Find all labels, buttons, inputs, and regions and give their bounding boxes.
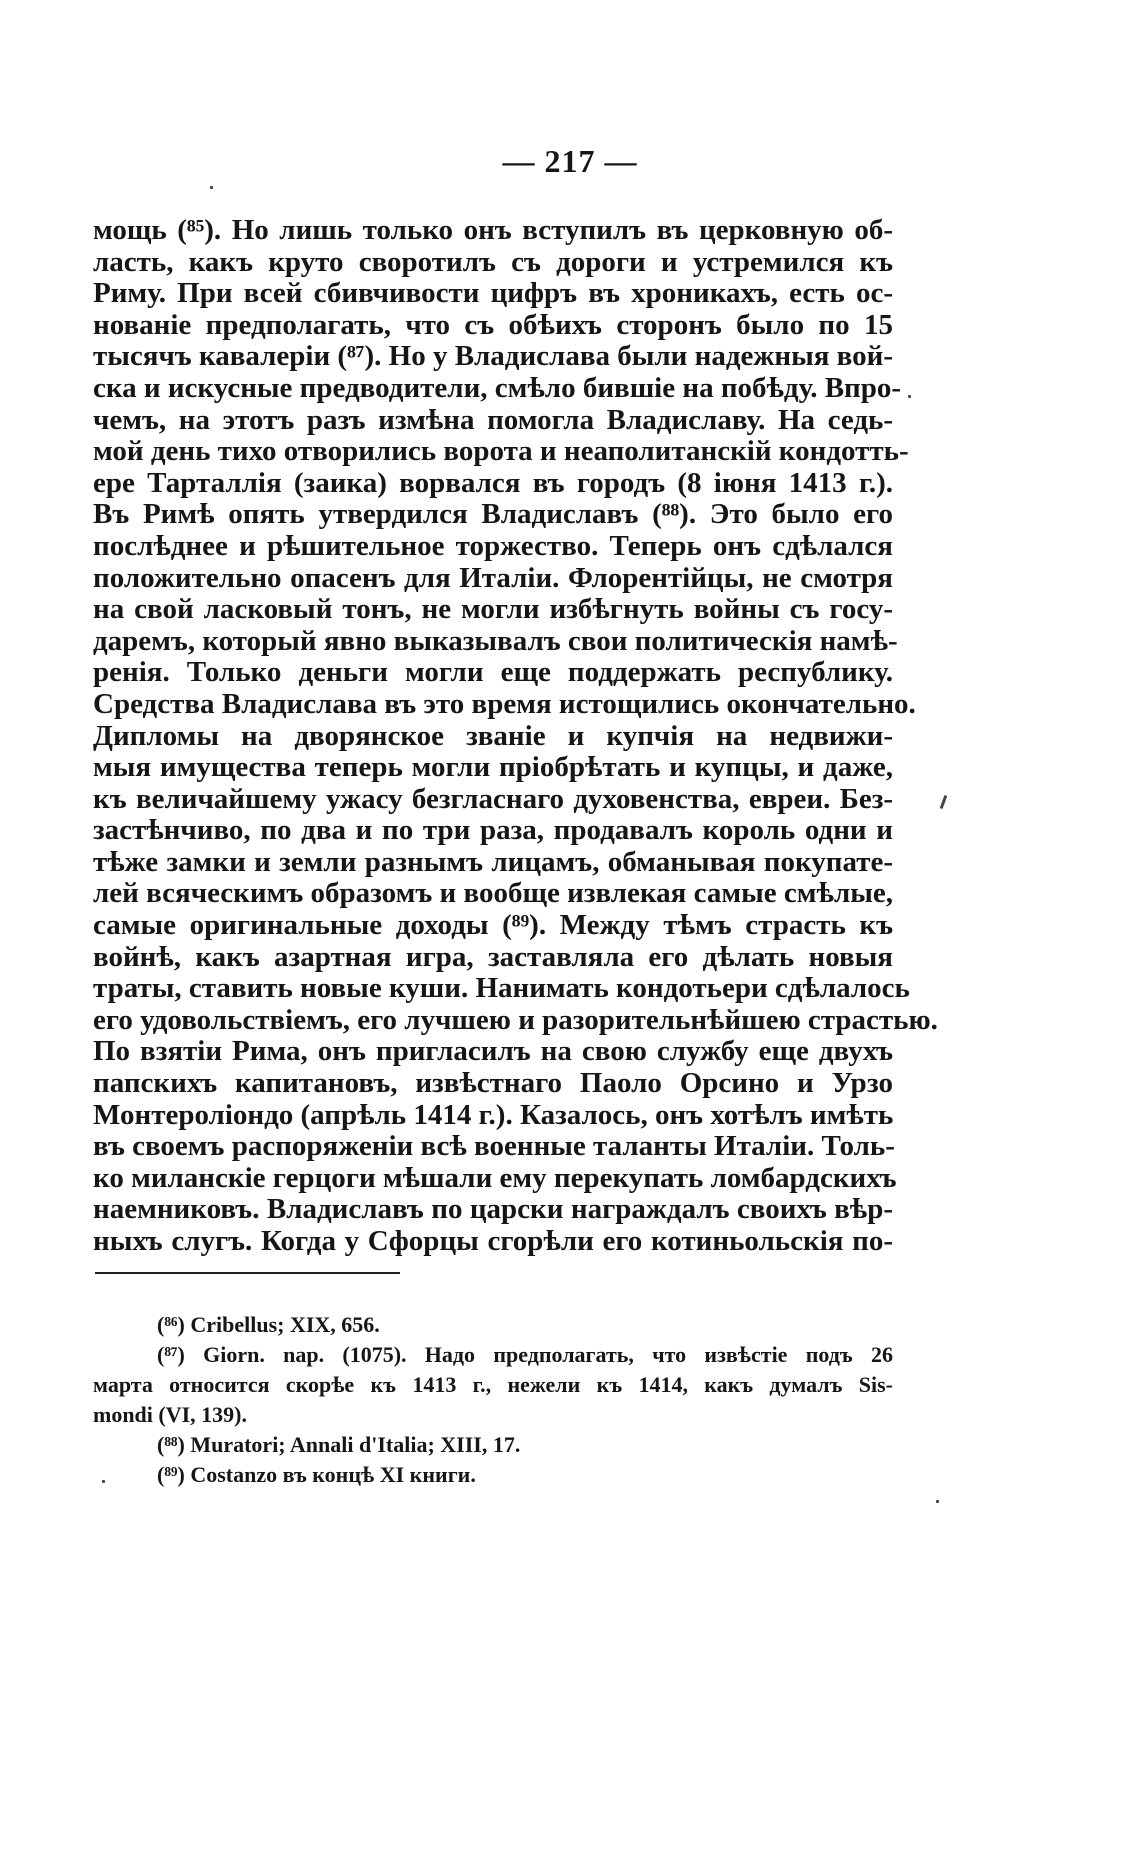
text-line: къ величайшему ужасу безгласнаго духовенства, евреи. Без- bbox=[93, 782, 893, 815]
footnote-87: (⁸⁷) Giorn. nap. (1075). Надо предполагать, что извѣстіе подъ 26 bbox=[157, 1342, 893, 1367]
text-line: Дипломы на дворянское званіе и купчія на недвижи- bbox=[93, 719, 893, 752]
text-line: ныхъ слугъ. Когда у Сфорцы сгорѣли его котиньольскія по- bbox=[93, 1225, 893, 1257]
text-line: въ своемъ распоряженіи всѣ военные таланты Италіи. Толь- bbox=[93, 1130, 895, 1163]
text-line: Монтероліондо (апрѣль 1414 г.). Казалось, онъ хотѣлъ имѣть bbox=[93, 1098, 894, 1131]
text-line: По взятіи Рима, онъ пригласилъ на свою службу еще двухъ bbox=[93, 1035, 893, 1068]
text-line: траты, ставить новые куши. Нанимать кондотьери сдѣлалось bbox=[93, 972, 910, 1005]
text-line: Риму. При всей сбивчивости цифръ въ хроникахъ, есть ос- bbox=[93, 277, 893, 310]
body-text bbox=[93, 214, 938, 1258]
footnote-89: (⁸⁹) Costanzo въ концѣ XI книги. bbox=[157, 1462, 476, 1487]
text-line: ере Тарталлія (заика) ворвался въ городъ (8 іюня 1413 г.). bbox=[93, 466, 893, 499]
text-line: послѣднее и рѣшительное торжество. Теперь онъ сдѣлался bbox=[93, 529, 893, 562]
text-line: ренія. Только деньги могли еще поддержать республику. bbox=[93, 656, 893, 689]
scan-speck bbox=[210, 186, 213, 189]
scan-speck bbox=[936, 1500, 939, 1503]
footnotes bbox=[93, 1310, 893, 1490]
footnote-87-continuation: марта относится скорѣе къ 1413 г., нежели къ 1414, какъ думалъ Sis- bbox=[93, 1372, 893, 1397]
text-line: даремъ, который явно выказывалъ свои политическія намѣ- bbox=[93, 624, 898, 657]
text-line: тѣже замки и земли разнымъ лицамъ, обманывая покупате- bbox=[93, 845, 893, 878]
text-line: наемниковъ. Владиславъ по царски награждалъ своихъ вѣр- bbox=[93, 1193, 893, 1226]
text-line: Въ Римѣ опять утвердился Владиславъ (⁸⁸). Это было его bbox=[93, 498, 893, 531]
text-line: нованіе предполагать, что съ обѣихъ сторонъ было по 15 bbox=[93, 308, 893, 341]
scan-speck bbox=[102, 1480, 105, 1483]
text-line: тысячъ кавалеріи (⁸⁷). Но у Владислава были надежныя вой- bbox=[93, 340, 894, 373]
page-number: — 217 — bbox=[502, 143, 638, 179]
text-line: ласть, какъ круто своротилъ съ дороги и устремился къ bbox=[93, 245, 893, 278]
footnote-divider bbox=[95, 1272, 400, 1274]
text-line: Средства Владислава въ это время истощились окончательно. bbox=[93, 687, 916, 720]
text-line: на свой ласковый тонъ, не могли избѣгнуть войны съ госу- bbox=[93, 593, 893, 626]
scan-speck bbox=[908, 395, 911, 398]
text-line: положительно опасенъ для Италіи. Флорентійцы, не смотря bbox=[93, 561, 893, 594]
text-line: мой день тихо отворились ворота и неаполитанскій кондотть- bbox=[93, 435, 909, 468]
text-line: папскихъ капитановъ, извѣстнаго Паоло Орсино и Урзо bbox=[93, 1067, 893, 1100]
text-line: самые оригинальные доходы (⁸⁹). Между тѣмъ страсть къ bbox=[93, 909, 893, 942]
text-line: застѣнчиво, по два и по три раза, продавалъ король одни и bbox=[93, 814, 893, 847]
text-line: мощь (⁸⁵). Но лишь только онъ вступилъ въ церковную об- bbox=[93, 214, 893, 246]
text-line: чемъ, на этотъ разъ измѣна помогла Владиславу. На седь- bbox=[93, 403, 893, 436]
footnote-86: (⁸⁶) Cribellus; XIX, 656. bbox=[157, 1312, 380, 1337]
text-line: войнѣ, какъ азартная игра, заставляла его дѣлать новыя bbox=[93, 940, 893, 973]
footnote-87-end: mondi (VI, 139). bbox=[93, 1402, 248, 1427]
text-line: ска и искусные предводители, смѣло бившіе на побѣду. Впро- bbox=[93, 371, 902, 404]
footnote-88: (⁸⁸) Muratori; Annali d'Italia; XIII, 17. bbox=[157, 1432, 521, 1457]
text-line: мыя имущества теперь могли пріобрѣтать и купцы, и даже, bbox=[93, 751, 893, 784]
text-line: ко миланскіе герцоги мѣшали ему перекупать ломбардскихъ bbox=[93, 1161, 897, 1194]
text-line: лей всяческимъ образомъ и вообще извлекая самые смѣлые, bbox=[93, 877, 893, 910]
text-line: его удовольствіемъ, его лучшею и разорительнѣйшею страстью. bbox=[93, 1003, 938, 1036]
scan-speck bbox=[940, 795, 948, 809]
